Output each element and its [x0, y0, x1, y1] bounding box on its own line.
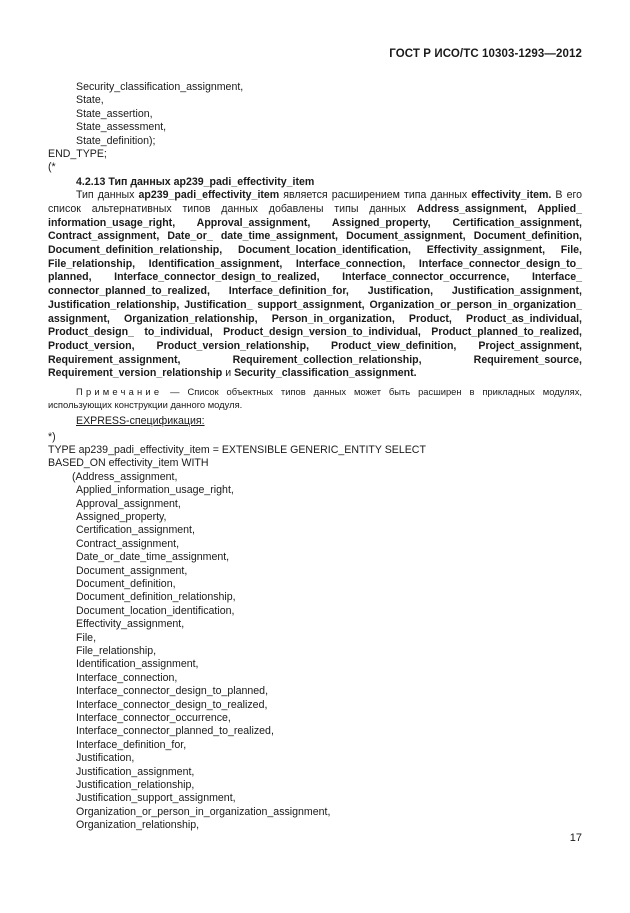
select-list-item: Organization_or_person_in_organization_assignment, [76, 805, 331, 818]
select-list-item: Assigned_property, [76, 510, 167, 523]
code-line: State, [76, 94, 104, 107]
section-heading: 4.2.13 Тип данных ap239_padi_effectivity_item [76, 175, 315, 188]
select-list-item: Justification_support_assignment, [76, 792, 236, 805]
express-spec-label: EXPRESS-спецификация: [76, 415, 205, 428]
comment-close: *) [48, 430, 56, 443]
select-list-item: Justification_assignment, [76, 765, 195, 778]
select-list-item: Interface_connector_design_to_realized, [76, 698, 268, 711]
select-list-item: Contract_assignment, [76, 537, 180, 550]
select-list-item: Organization_relationship, [76, 819, 200, 832]
select-list-item: Document_definition_relationship, [76, 591, 236, 604]
select-list-item: Certification_assignment, [76, 524, 195, 537]
select-list-item: File_relationship, [76, 645, 157, 657]
note-label: Примечание [76, 386, 163, 398]
type-declaration: TYPE ap239_padi_effectivity_item = EXTENSIBLE GENERIC_ENTITY SELECT [48, 443, 426, 456]
select-list-item: Document_definition, [76, 577, 176, 590]
section-paragraph: Тип данных ap239_padi_effectivity_item является расширением типа данных effectivity_item. В его список альтернативных типов данных добавлены типы данных Address_assignment, Applied_ information_usage_right, Approval_assignment, Assigned_property, Certification_assignment, Contract_assignment, Date_or_ date_time_assignment, Document_assignment, Document_definition, Document_definition_relationship, Document_location_identification, Effectivity_assignment, File, File_relationship, Identification_assignment, Interface_connection, Interface_connector_design_to_ planned, Interface_connector_design_to_realized, Interface_connector_occurrence, Interface_ connector_planned_to_realized, Interface_definition_for, Justification, Justification_assignment, Justification_relationship, Justification_ support_assignment, Organization_or_person_in_organization_ assignment, Organization_relationship, Person_in_organization, Product, Product_as_individual, Product_design_ to_individual, Product_design_version_to_individual, Product_planned_to_realized, Product_version, Product_version_relationship, Product_view_definition, Project_assignment, Requirement_assignment, Requirement_collection_relationship, Requirement_source, Requirement_version_relationship и Security_classification_assignment. [48, 189, 582, 380]
select-list-item: Identification_assignment, [76, 658, 199, 671]
select-list-item: Date_or_date_time_assignment, [76, 551, 230, 564]
select-list-item: Interface_connector_design_to_planned, [76, 685, 269, 698]
select-list-item: Approval_assignment, [76, 497, 181, 510]
select-list-item: Effectivity_assignment, [76, 618, 185, 631]
note-paragraph [48, 385, 582, 411]
select-list-item: Interface_connector_planned_to_realized, [76, 725, 274, 738]
code-line: State_definition); [76, 134, 156, 147]
end-type-line: END_TYPE; [48, 148, 107, 161]
page-number: 17 [569, 832, 582, 844]
select-list-item: Document_location_identification, [76, 604, 235, 617]
code-line: State_assertion, [76, 107, 153, 120]
select-list-item: File, [76, 631, 97, 644]
select-list-item: Interface_connection, [76, 671, 178, 684]
code-line: Security_classification_assignment, [76, 81, 244, 93]
select-list-item: (Address_assignment, [72, 470, 178, 483]
select-list-item: Justification, [76, 752, 135, 765]
select-list-item: Document_assignment, [76, 564, 188, 577]
page-content [48, 81, 582, 833]
document-header: ГОСТ Р ИСО/ТС 10303-1293—2012 [389, 48, 582, 60]
code-line: State_assessment, [76, 121, 167, 134]
select-list-item: Interface_connector_occurrence, [76, 712, 231, 725]
select-list-item: Applied_information_usage_right, [76, 484, 234, 497]
note-text: — Список объектных типов данных может быть расширен в прикладных модулях, использующих конструкции данного модуля. [48, 386, 582, 411]
select-list-item: Justification_relationship, [76, 779, 195, 792]
based-on-line: BASED_ON effectivity_item WITH [48, 457, 209, 470]
select-list-item: Interface_definition_for, [76, 738, 187, 751]
comment-open: (* [48, 161, 56, 174]
